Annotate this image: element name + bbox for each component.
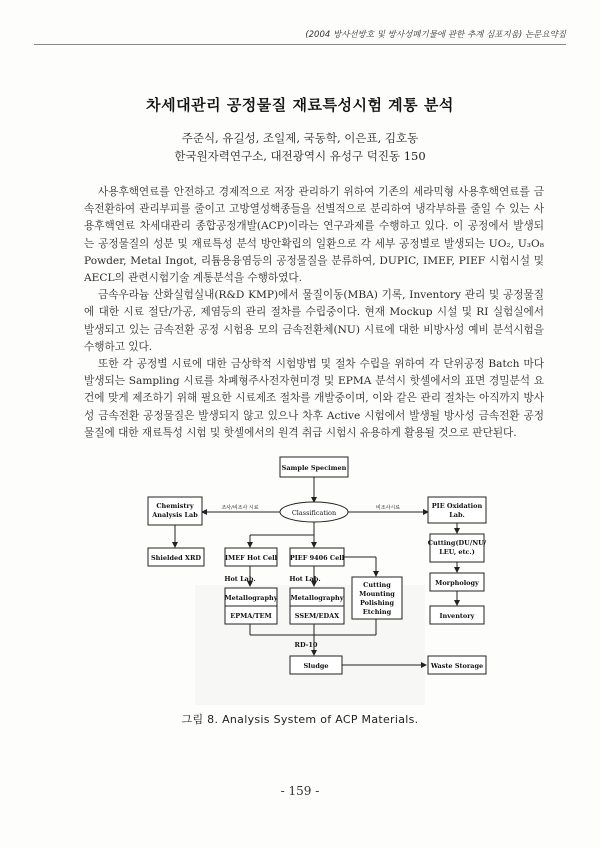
label-epma-tem: EPMA/TEM (230, 612, 272, 620)
label-hot-lab-1: Hot Lab. (224, 575, 256, 583)
label-classification: Classification (291, 509, 337, 517)
label-cutting-dunu-2: LEU, etc.) (439, 548, 475, 556)
label-metallography-2: Metallography (290, 594, 344, 602)
label-rd10: RD-10 (294, 641, 318, 649)
label-cutting-1: Cutting (363, 581, 391, 589)
label-cutting-2: Mounting (359, 590, 395, 598)
running-header: (2004 방사선방호 및 방사성폐기물에 관한 추계 심포지움) 논문요약집 (305, 30, 566, 40)
label-cutting-dunu-1: Cutting(DU/NU/ (427, 539, 487, 547)
header-rule (34, 44, 566, 45)
page-number: - 159 - (280, 784, 320, 798)
paragraph-3: 또한 각 공정별 시료에 대한 금상학적 시험방법 및 절차 수립을 위하여 각 단위공정 Batch 마다 발생되는 Sampling 시료를 차폐형주사전자현미경 및 EPMA 분석시 핫셀에서의 표면 경밀분석 요건에 맞게 제조하기 위해 필요한 시료제조 절차를 개발중이며, 이와 같은 관리 절차는 아직까지 방사성 금속전환 공정물질은 발생되지 않고 있으나 차후 Active 시험에서 발생될 방사성 금속전환 공정물질에 대한 재료특성 시험 및 핫셀에서의 원격 취급 시험시 유용하게 활용될 것으로 판단된다. (84, 358, 544, 439)
figure-caption: 그림 8. Analysis System of ACP Materials. (181, 713, 419, 726)
author-list: 주준식, 유길성, 조일제, 국동학, 이은표, 김호동 (181, 131, 419, 145)
paper-title: 차세대관리 공정물질 재료특성시험 계통 분석 (146, 96, 454, 114)
paragraph-2: 금속우라늄 산화실험실내(R&D KMP)에서 물질이동(MBA) 기록, Inventory 관리 및 공정물질에 대한 시료 절단/가공, 제염등의 관리 절차를 수립중이다. 현재 Mockup 시설 및 RI 실험실에서 발생되고 있는 금속전환 공정 시험용 모의 금속전환체(NU) 시료에 대한 비방사성 예비 분석시험을 수행하고 있다. (84, 289, 544, 353)
label-pie-lab-2: Lab. (449, 511, 465, 519)
label-hot-lab-2: Hot Lab. (289, 575, 321, 583)
label-chem-lab-2: Analysis Lab (152, 511, 198, 519)
label-metallography-1: Metallography (224, 594, 278, 602)
label-inventory: Inventory (439, 612, 475, 620)
label-morphology: Morphology (435, 579, 479, 587)
label-cutting-3: Polishing (359, 599, 395, 607)
label-ssem-edax: SSEM/EDAX (294, 612, 340, 620)
label-chem-edge: 조사/비조사 시료 (221, 505, 259, 511)
node-pie-oxidation-lab (428, 497, 486, 523)
affiliation: 한국원자력연구소, 대전광역시 유성구 덕진동 150 (174, 149, 426, 163)
label-chem-lab-1: Chemistry (156, 502, 194, 510)
label-cutting-4: Etching (362, 608, 392, 616)
paragraph-1: 사용후핵연료를 안전하고 경제적으로 저장 관리하기 위하여 기존의 세라믹형 사용후핵연료를 금속전환하여 관리부피를 줄이고 고방열성핵종들을 선별적으로 분리하여 냉각부하를 줄일 수 있는 사용후핵연료 차세대관리 종합공정개발(ACP)이라는 연구과제를 수행하고 있다. 이 공정에서 발생되는 공정물질의 성분 및 재료특성 분석 방안확립의 일환으로 각 세부 공정별로 발생되는 UO₂, U₃O₈ Powder, Metal Ingot, 리튬용융염등의 공정물질을 분류하여, DUPIC, IMEF, PIEF 시험시설 및 AECL의 관련시험기술 계통분석을 수행하였다. (84, 186, 544, 285)
label-shielded-xrd: Shielded XRD (150, 554, 202, 562)
label-waste-storage: Waste Storage (430, 662, 484, 670)
label-pie-edge: 비조사시료 (375, 505, 401, 511)
analysis-system-diagram (130, 455, 490, 715)
label-pie-lab-1: PIE Oxidation (431, 502, 483, 510)
label-pief9406: PIEF 9406 Cell (289, 554, 345, 562)
abstract-body (84, 184, 544, 442)
label-sample-specimen: Sample Specimen (281, 464, 347, 472)
label-imef: IMEF Hot Cell (224, 554, 278, 562)
label-sludge: Sludge (303, 662, 329, 670)
